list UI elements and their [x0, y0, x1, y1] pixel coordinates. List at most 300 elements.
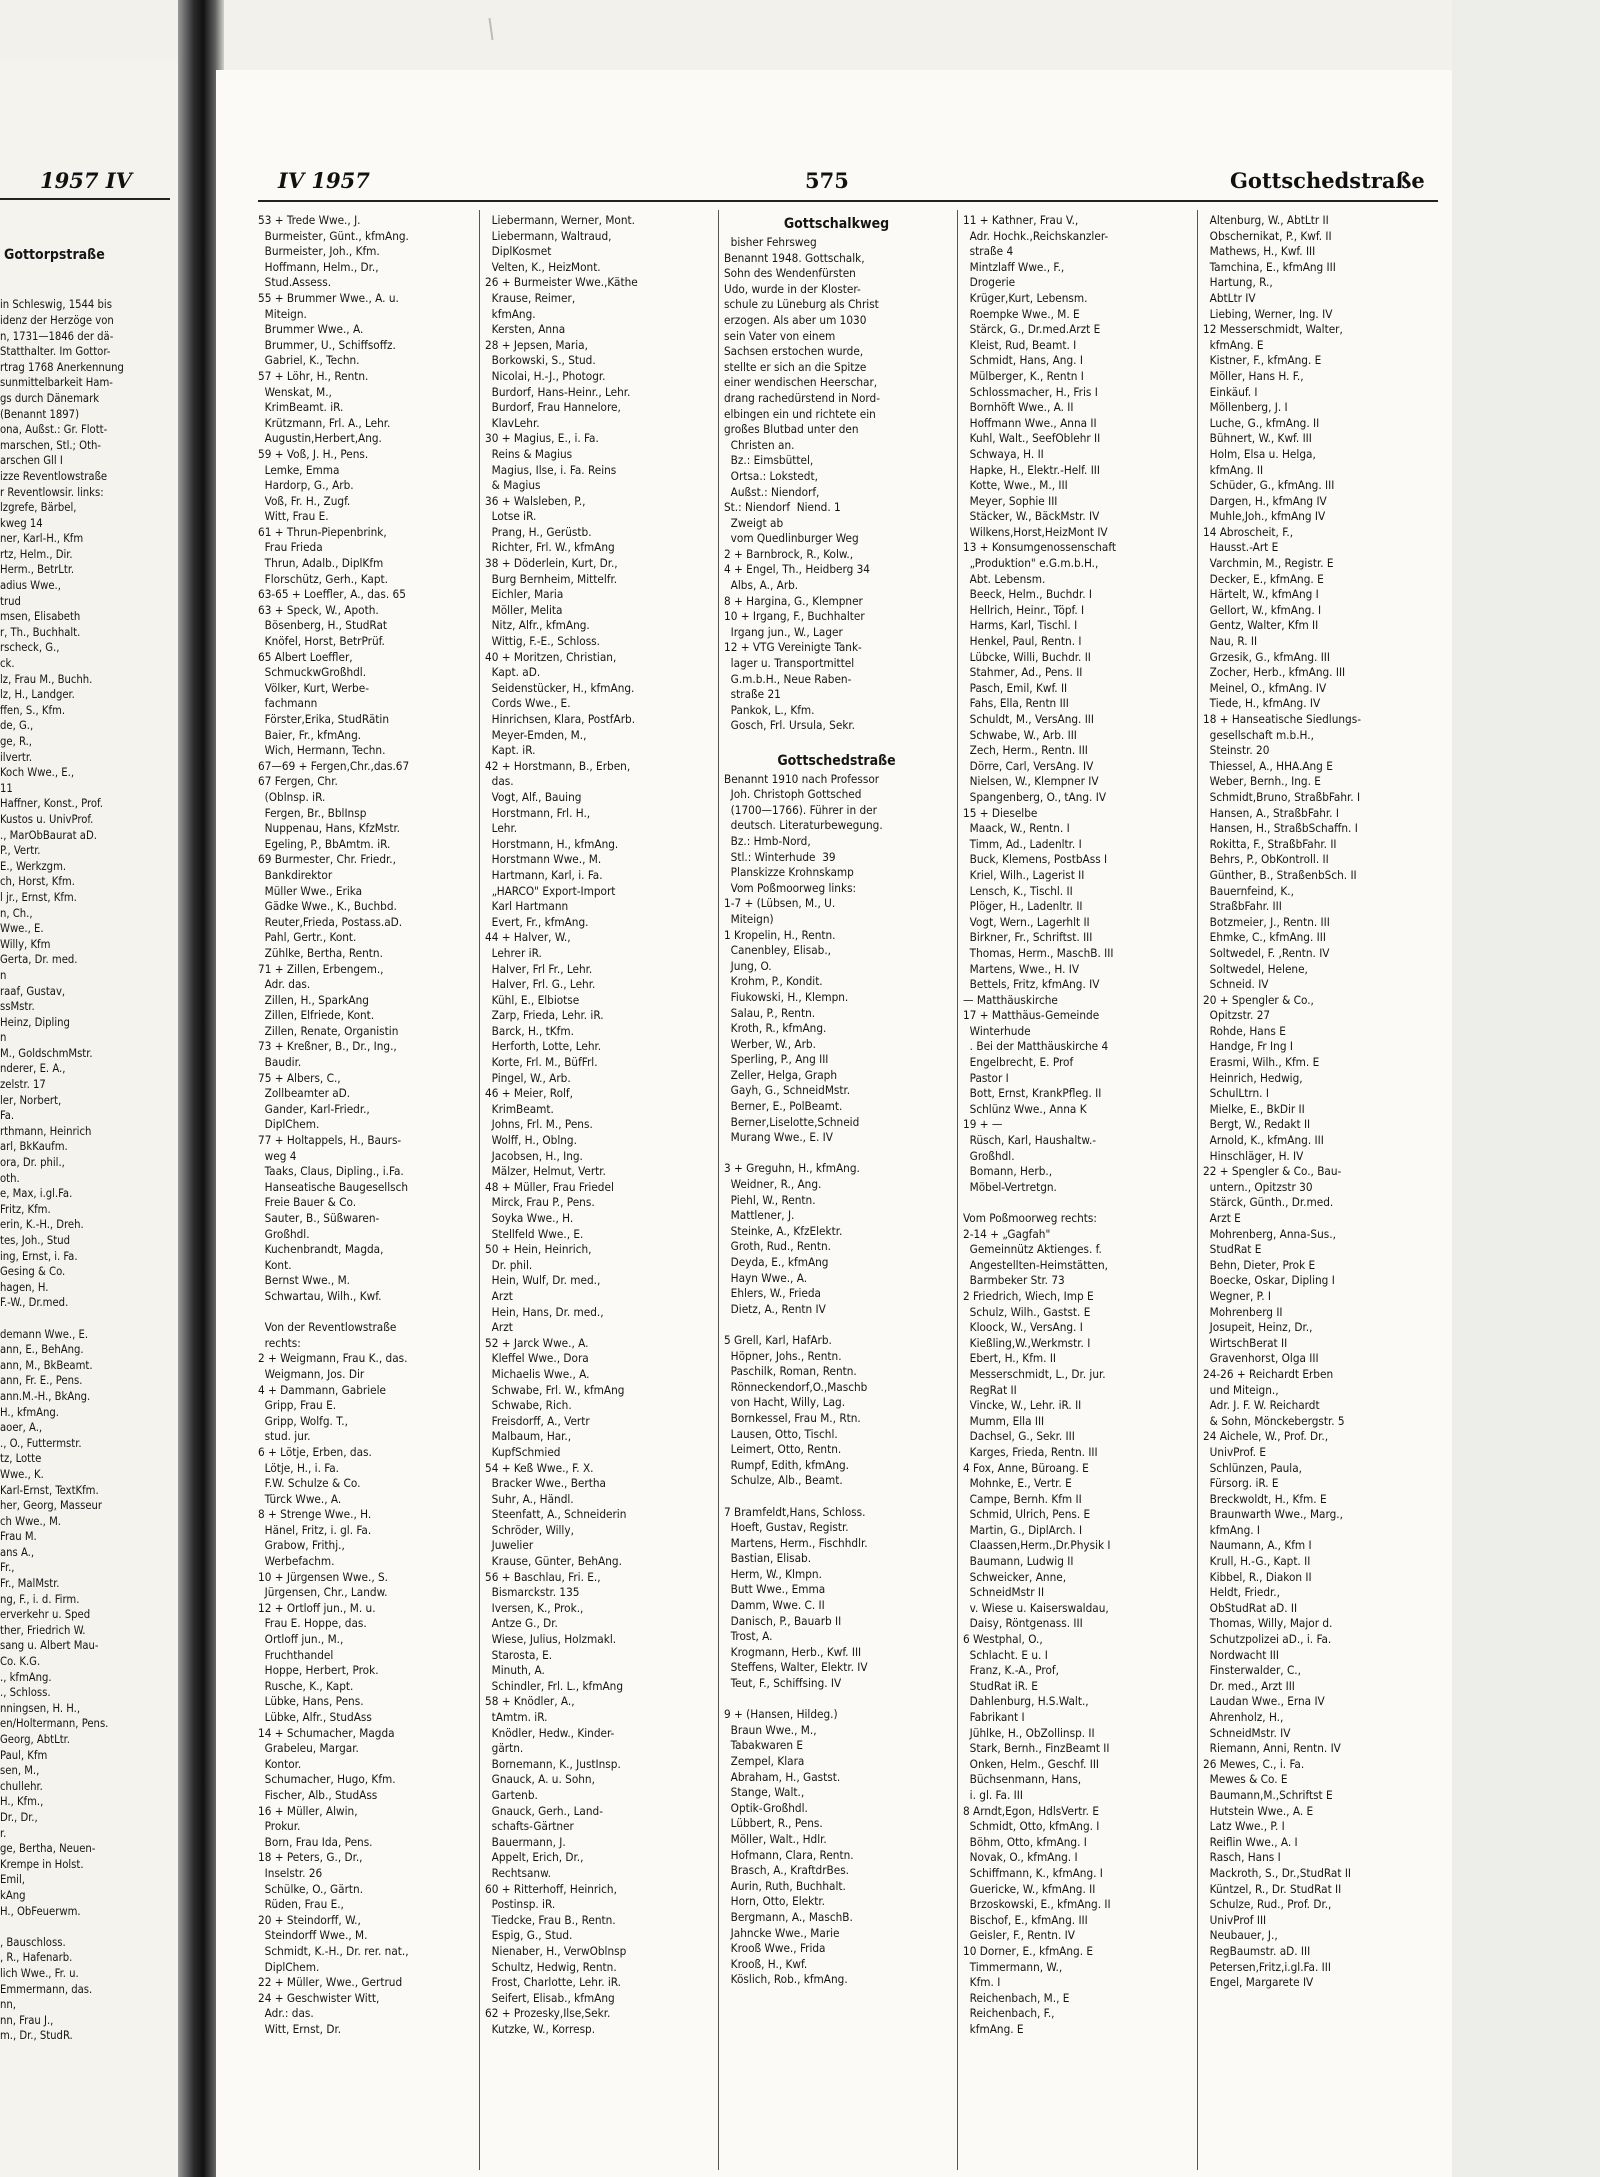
directory-entry-line: Meyer, Sophie III — [963, 493, 1058, 508]
directory-entry-line: Planskizze Krohnskamp — [724, 865, 854, 880]
directory-entry-line: Abt. Lebensm. — [963, 571, 1046, 586]
directory-entry-line: Zühlke, Bertha, Rentn. — [258, 945, 383, 960]
directory-entry-line: Knödler, Hedw., Kinder- — [485, 1725, 615, 1740]
directory-entry-line: Schüder, G., kfmAng. III — [1203, 478, 1335, 493]
directory-entry-line: Schülke, O., Gärtn. — [258, 1881, 364, 1896]
directory-entry-line: RegRat II — [963, 1382, 1017, 1397]
directory-entry-line: Schultz, Hedwig, Rentn. — [485, 1959, 617, 1974]
directory-entry-line: Berner, E., PolBeamt. — [724, 1099, 843, 1114]
directory-entry-line: Fergen, Br., BblInsp — [258, 805, 367, 820]
directory-entry-line: 30 + Magius, E., i. Fa. — [485, 431, 599, 446]
directory-entry-line: 44 + Halver, W., — [485, 930, 571, 945]
directory-entry-line: 46 + Meier, Rolf, — [485, 1086, 573, 1101]
directory-entry-line: ther, Friedrich W. — [0, 1623, 86, 1637]
directory-entry-line: Wich, Hermann, Techn. — [258, 743, 386, 758]
directory-entry-line: Wenskat, M., — [258, 384, 332, 399]
directory-entry-line: Hein, Hans, Dr. med., — [485, 1304, 604, 1319]
directory-entry-line: StudRat E — [1203, 1242, 1262, 1257]
directory-entry-line: Fruchthandel — [258, 1647, 334, 1662]
directory-entry-line: Nuppenau, Hans, KfzMstr. — [258, 821, 401, 836]
directory-entry-line: AbtLtr IV — [1203, 290, 1256, 305]
directory-entry-line: Minuth, A. — [485, 1663, 545, 1678]
directory-entry-line: Rokitta, F., StraßbFahr. II — [1203, 836, 1337, 851]
directory-entry-line: Drogerie — [963, 275, 1016, 290]
directory-entry-line: ObStudRat aD. II — [1203, 1600, 1298, 1615]
directory-entry-line: Liebing, Werner, Ing. IV — [1203, 306, 1333, 321]
directory-entry-line: Hänel, Fritz, i. gl. Fa. — [258, 1522, 372, 1537]
directory-entry-line: Hansen, A., StraßbFahr. I — [1203, 805, 1339, 820]
directory-entry-line: 2 + Weigmann, Frau K., das. — [258, 1351, 408, 1366]
directory-entry-line: i. gl. Fa. III — [963, 1787, 1023, 1802]
directory-entry-line: 1-7 + (Lübsen, M., U. — [724, 896, 836, 911]
directory-entry-line: Fahs, Ella, Rentn III — [963, 696, 1069, 711]
directory-entry-line: lager u. Transportmittel — [724, 656, 855, 671]
directory-entry-line: Emmermann, das. — [0, 1982, 93, 1996]
directory-entry-line: adius Wwe., — [0, 579, 61, 593]
directory-entry-line: Lemke, Emma — [258, 462, 340, 477]
directory-entry-line: Wwe., E. — [0, 922, 44, 936]
directory-entry-line: Bornkessel, Frau M., Rtn. — [724, 1410, 861, 1425]
left-header-rule — [0, 198, 170, 200]
directory-entry-line: lzgrefe, Bärbel, — [0, 501, 77, 515]
directory-entry-line: Schwaya, H. II — [963, 446, 1044, 461]
directory-entry-line: ans A., — [0, 1545, 35, 1559]
directory-entry-line: 71 + Zillen, Erbengem., — [258, 961, 384, 976]
directory-entry-line: DiplChem. — [258, 1959, 320, 1974]
directory-entry-line: Lensch, K., Tischl. II — [963, 883, 1073, 898]
directory-entry-line: Krooß, H., Kwf. — [724, 1956, 808, 1971]
directory-entry-line: Brummer, U., Schiffsoffz. — [258, 337, 396, 352]
directory-entry-line: 2 Friedrich, Wiech, Imp E — [963, 1288, 1094, 1303]
directory-entry-line — [724, 1317, 949, 1333]
directory-entry-line: Korte, Frl. M., BüfFrl. — [485, 1055, 598, 1070]
directory-entry-line: Magius, Ilse, i. Fa. Reins — [485, 462, 617, 477]
directory-entry-line: Schulze, Rud., Prof. Dr., — [1203, 1897, 1332, 1912]
directory-entry-line: Bauermann, J. — [485, 1834, 566, 1849]
directory-entry-line: 2-14 + „Gagfah" — [963, 1226, 1051, 1241]
directory-entry-line: Benannt 1910 nach Professor — [724, 771, 880, 786]
directory-entry-line: Gesing & Co. — [0, 1265, 66, 1279]
directory-entry-line: Winterhude — [963, 1023, 1031, 1038]
directory-entry-line: Burg Bernheim, Mittelfr. — [485, 571, 618, 586]
directory-entry-line: Guericke, W., kfmAng. II — [963, 1881, 1096, 1896]
directory-entry-line: 12 + Ortloff jun., M. u. — [258, 1600, 376, 1615]
directory-entry-line: Hutstein Wwe., A. E — [1203, 1803, 1314, 1818]
directory-entry-line: in Schleswig, 1544 bis — [0, 298, 112, 312]
directory-entry-line: Neubauer, J., — [1203, 1928, 1278, 1943]
directory-entry-line: Kuchenbrandt, Magda, — [258, 1242, 384, 1257]
directory-entry-line: 5 Grell, Karl, HafArb. — [724, 1332, 832, 1347]
directory-entry-line: weg 4 — [258, 1148, 297, 1163]
directory-entry-line: Schindler, Frl. L., kfmAng — [485, 1678, 624, 1693]
directory-entry-line: Beeck, Helm., Buchdr. I — [963, 587, 1092, 602]
directory-entry-line: Schwartau, Wilh., Kwf. — [258, 1288, 382, 1303]
directory-entry-line: de, G., — [0, 719, 34, 733]
directory-entry-line: e, Max, i.gl.Fa. — [0, 1187, 73, 1201]
directory-entry-line: Wittig, F.-E., Schloss. — [485, 634, 600, 649]
directory-entry-line: Von der Reventlowstraße — [258, 1320, 397, 1335]
directory-entry-line: & Sohn, Mönckebergstr. 5 — [1203, 1413, 1345, 1428]
directory-entry-line: Vom Poßmoorweg rechts: — [963, 1211, 1097, 1225]
directory-entry-line: schafts-Gärtner — [485, 1819, 574, 1834]
directory-entry-line: Butt Wwe., Emma — [724, 1582, 826, 1597]
directory-entry-line — [963, 1195, 1188, 1211]
directory-entry-line: Steinke, A., KfzElektr. — [724, 1223, 843, 1238]
directory-entry-line: Kleist, Rud, Beamt. I — [963, 337, 1077, 352]
directory-entry-line: ng, F., i. d. Firm. — [0, 1592, 80, 1606]
directory-entry-line: Tiede, H., kfmAng. IV — [1203, 696, 1321, 711]
directory-entry-line: Gentz, Walter, Kfm II — [1203, 618, 1319, 633]
directory-entry-line: 62 + Prozesky,Ilse,Sekr. — [485, 2006, 611, 2021]
directory-entry-line: Krause, Reimer, — [485, 290, 576, 305]
directory-entry-line: nn, Frau J., — [0, 2013, 54, 2027]
directory-entry-line: deutsch. Literaturbewegung. — [724, 818, 883, 833]
directory-entry-line: 17 + Matthäus-Gemeinde — [963, 1008, 1100, 1023]
directory-entry-line: 11 + Kathner, Frau V., — [963, 213, 1079, 227]
directory-column-5 — [1203, 213, 1428, 1991]
directory-entry-line: Frau E. Hoppe, das. — [258, 1616, 367, 1631]
directory-entry-line: Bornemann, K., JustInsp. — [485, 1756, 621, 1771]
directory-entry-line: Bastian, Elisab. — [724, 1551, 812, 1566]
directory-entry-line: Nau, R. II — [1203, 634, 1258, 649]
directory-entry-line: fachmann — [258, 696, 318, 711]
directory-entry-line: Stärck, Günth., Dr.med. — [1203, 1195, 1334, 1210]
directory-entry-line: UnivProf. E — [1203, 1444, 1266, 1459]
directory-entry-line: ., Schloss. — [0, 1686, 51, 1700]
directory-entry-line: 42 + Horstmann, B., Erben, — [485, 758, 631, 773]
directory-column-2 — [485, 213, 710, 2037]
directory-entry-line: Stl.: Winterhude 39 — [724, 849, 836, 864]
directory-entry-line: Bergmann, A., MaschB. — [724, 1909, 853, 1924]
directory-entry-line: Jung, O. — [724, 958, 772, 973]
directory-entry-line: rtrag 1768 Anerkennung — [0, 360, 124, 374]
directory-entry-line — [724, 1146, 949, 1162]
directory-entry-line: Behn, Dieter, Prok E — [1203, 1257, 1316, 1272]
directory-entry-line: Canenbley, Elisab., — [724, 943, 831, 958]
directory-entry-line: 16 + Müller, Alwin, — [258, 1803, 358, 1818]
directory-entry-line: Lehrer iR. — [485, 945, 542, 960]
directory-entry-line: rtz, Helm., Dir. — [0, 547, 73, 561]
directory-entry-line: sen, M., — [0, 1764, 40, 1778]
directory-entry-line: Optik-Großhdl. — [724, 1800, 808, 1815]
directory-entry-line: Deyda, E., kfmAng — [724, 1255, 829, 1269]
directory-entry-line: hagen, H. — [0, 1280, 49, 1294]
directory-entry-line: Tabakwaren E — [724, 1738, 804, 1753]
directory-entry-line: Schlünz Wwe., Anna K — [963, 1101, 1087, 1116]
directory-entry-line: F.W. Schulze & Co. — [258, 1476, 361, 1491]
directory-entry-line: Engel, Margarete IV — [1203, 1975, 1314, 1990]
directory-entry-line: Vogt, Wern., Lagerhlt II — [963, 914, 1090, 929]
directory-entry-line: rechts: — [258, 1335, 301, 1350]
directory-entry-line: (Benannt 1897) — [0, 407, 80, 421]
directory-entry-line: Miteign) — [724, 911, 774, 926]
directory-entry-line: kfmAng. — [485, 306, 536, 321]
directory-entry-line: ., MarObBaurat aD. — [0, 828, 97, 842]
directory-entry-line: rscheck, G., — [0, 641, 60, 655]
directory-entry-line: Henkel, Paul, Rentn. I — [963, 634, 1082, 649]
directory-entry-line: Heinrich, Hedwig, — [1203, 1070, 1303, 1085]
directory-entry-line: Miteign. — [258, 306, 307, 321]
directory-entry-line: Adr. Hochk.,Reichskanzler- — [963, 228, 1109, 243]
directory-entry-line: Reichenbach, F., — [963, 2006, 1055, 2021]
directory-entry-line: Außst.: Niendorf, — [724, 484, 820, 499]
page-header-street: Gottschedstraße — [1230, 168, 1425, 193]
directory-entry-line: 4 Fox, Anne, Büroang. E — [963, 1460, 1089, 1475]
directory-entry-line: Hansen, H., StraßbSchaffn. I — [1203, 821, 1358, 836]
directory-entry-line: — Matthäuskirche — [963, 992, 1058, 1007]
directory-entry-line: Bankdirektor — [258, 867, 333, 882]
directory-entry-line: Brasch, A., KraftdrBes. — [724, 1863, 850, 1878]
column-divider-2 — [718, 210, 719, 2170]
directory-entry-line: Michaelis Wwe., A. — [485, 1366, 590, 1381]
directory-entry-line: m., Dr., StudR. — [0, 2029, 73, 2043]
directory-entry-line: Erasmi, Wilh., Kfm. E — [1203, 1055, 1320, 1070]
directory-entry-line: Krempe in Holst. — [0, 1857, 84, 1871]
directory-entry-line: Meinel, O., kfmAng. IV — [1203, 680, 1327, 695]
directory-entry-line: Voß, Fr. H., Zugf. — [258, 493, 351, 508]
directory-entry-line: Johns, Frl. M., Pens. — [485, 1117, 593, 1132]
directory-entry-line: Kustos u. UnivProf. — [0, 812, 94, 826]
directory-entry-line: (Oblnsp. iR. — [258, 789, 326, 804]
directory-entry-line: her, Georg, Masseur — [0, 1499, 103, 1513]
directory-entry-line: ner, Karl-H., Kfm — [0, 532, 84, 546]
directory-entry-line: Ahrenholz, H., — [1203, 1710, 1284, 1724]
directory-entry-line: kfmAng. E — [963, 2021, 1024, 2036]
directory-entry-line: Knöfel, Horst, BetrPrüf. — [258, 634, 385, 649]
directory-entry-line: Mumm, Ella III — [963, 1413, 1045, 1428]
directory-entry-line: Espig, G., Stud. — [485, 1928, 573, 1943]
directory-entry-line: drang rachedürstend in Nord- — [724, 390, 881, 405]
directory-entry-line: Finsterwalder, C., — [1203, 1663, 1301, 1678]
directory-entry-line: Engelbrecht, E. Prof — [963, 1055, 1074, 1070]
directory-entry-line: Schneid. IV — [1203, 977, 1269, 992]
directory-entry-line: Möller, Walt., Hdlr. — [724, 1831, 827, 1846]
directory-entry-line: Bettels, Fritz, kfmAng. IV — [963, 977, 1100, 992]
directory-entry-line: r Reventlowsir. links: — [0, 485, 104, 499]
directory-entry-line: Kotte, Wwe., M., III — [963, 478, 1068, 493]
directory-entry-line: Dahlenburg, H.S.Walt., — [963, 1694, 1089, 1709]
directory-entry-line: n, Ch., — [0, 906, 33, 920]
directory-entry-line: ssMstr. — [0, 1000, 35, 1014]
directory-entry-line: Kuhl, Walt., SeefOblehr II — [963, 431, 1101, 446]
directory-entry-line: Emil, — [0, 1873, 25, 1887]
directory-entry-line: Weidner, R., Ang. — [724, 1177, 822, 1192]
directory-entry-line: Schumacher, Hugo, Kfm. — [258, 1772, 396, 1787]
directory-entry-line: Obschernikat, P., Kwf. II — [1203, 228, 1332, 243]
directory-entry-line: StudRat iR. E — [963, 1678, 1038, 1693]
directory-entry-line: & Magius — [485, 478, 541, 493]
directory-entry-line: Murang Wwe., E. IV — [724, 1130, 833, 1145]
directory-entry-line: Seidenstücker, H., kfmAng. — [485, 680, 635, 695]
directory-entry-line: Koch Wwe., E., — [0, 766, 75, 780]
directory-entry-line: Mohrenberg II — [1203, 1304, 1283, 1319]
directory-entry-line: n — [0, 968, 7, 982]
directory-entry-line: 69 Burmester, Chr. Friedr., — [258, 852, 396, 867]
directory-entry-line: Benannt 1948. Gottschalk, — [724, 250, 865, 265]
directory-entry-line: Grabeleu, Margar. — [258, 1741, 359, 1756]
directory-entry-line: Willy, Kfm — [0, 937, 51, 951]
directory-entry-line: Werber, W., Arb. — [724, 1036, 816, 1051]
directory-entry-line: Gripp, Wolfg. T., — [258, 1413, 348, 1428]
directory-entry-line: 40 + Moritzen, Christian, — [485, 649, 617, 664]
directory-entry-line: Gnauck, Gerh., Land- — [485, 1803, 603, 1818]
directory-entry-line: Fa. — [0, 1109, 15, 1123]
directory-entry-line: 8 + Strenge Wwe., H. — [258, 1507, 372, 1522]
directory-entry-line: Juwelier — [485, 1538, 534, 1553]
directory-entry-line: 6 + Lötje, Erben, das. — [258, 1444, 372, 1459]
directory-entry-line: Braun Wwe., M., — [724, 1722, 817, 1737]
directory-entry-line: Heldt, Friedr., — [1203, 1585, 1280, 1600]
directory-entry-line: Sauter, B., Süßwaren- — [258, 1211, 380, 1225]
directory-entry-line: stellte er sich an die Spitze — [724, 359, 867, 374]
directory-entry-line: Schiffmann, K., kfmAng. I — [963, 1865, 1103, 1880]
directory-entry-line: Thiessel, A., HHA.Ang E — [1203, 758, 1333, 773]
directory-entry-line: Geisler, F., Rentn. IV — [963, 1928, 1075, 1943]
directory-entry-line: Augustin,Herbert,Ang. — [258, 431, 382, 446]
directory-entry-line: Mattlener, J. — [724, 1208, 795, 1223]
directory-entry-line: Stäcker, W., BäckMstr. IV — [963, 509, 1100, 524]
directory-entry-line: Tamchina, E., kfmAng III — [1203, 259, 1336, 274]
directory-entry-line: Schmidt, Hans, Ang. I — [963, 353, 1083, 368]
directory-entry-line: 24 + Geschwister Witt, — [258, 1990, 380, 2005]
directory-entry-line: ann.M.-H., BkAng. — [0, 1389, 91, 1403]
directory-entry-line: ann, E., BehAng. — [0, 1343, 84, 1357]
directory-entry-line: 11 — [0, 781, 13, 795]
directory-entry-line: Kersten, Anna — [485, 322, 566, 337]
directory-entry-line: Varchmin, M., Registr. E — [1203, 556, 1334, 571]
directory-entry-line: Holm, Elsa u. Helga, — [1203, 446, 1316, 461]
directory-entry-line: raaf, Gustav, — [0, 984, 66, 998]
directory-entry-line: Bornhöft Wwe., A. II — [963, 400, 1074, 415]
directory-entry-line: tAmtm. iR. — [485, 1710, 548, 1724]
directory-entry-line: Sachsen erstochen wurde, — [724, 344, 864, 359]
directory-entry-line: Küntzel, R., Dr. StudRat II — [1203, 1881, 1342, 1896]
directory-entry-line: ora, Dr. phil., — [0, 1156, 65, 1170]
directory-entry-line: Reins & Magius — [485, 446, 573, 461]
directory-entry-line: Gellort, W., kfmAng. I — [1203, 602, 1322, 617]
directory-entry-line: Malbaum, Har., — [485, 1429, 572, 1444]
column-divider-4 — [1197, 210, 1198, 2170]
directory-entry-line: Bz.: Hmb-Nord, — [724, 833, 811, 848]
directory-entry-line: Rechtsanw. — [485, 1865, 551, 1880]
directory-entry-line: Arzt — [485, 1320, 513, 1335]
directory-entry-line: Jahncke Wwe., Marie — [724, 1925, 840, 1940]
directory-entry-line: Schlossmacher, H., Fris I — [963, 384, 1098, 399]
directory-entry-line: 77 + Holtappels, H., Baurs- — [258, 1133, 402, 1148]
directory-entry-line: Mülberger, K., Rentn I — [963, 368, 1084, 383]
directory-entry-line: Kapt. aD. — [485, 665, 541, 680]
directory-entry-line: Reiflin Wwe., A. I — [1203, 1834, 1298, 1849]
directory-entry-line: Krützmann, Frl. A., Lehr. — [258, 415, 391, 430]
directory-entry-line: 57 + Löhr, H., Rentn. — [258, 368, 369, 383]
directory-entry-line: Barck, H., tKfm. — [485, 1023, 574, 1038]
directory-entry-line: Rumpf, Edith, kfmAng. — [724, 1457, 850, 1472]
directory-entry-line: erzogen. Als aber um 1030 — [724, 312, 867, 327]
directory-entry-line: Paul, Kfm — [0, 1748, 48, 1762]
directory-entry-line: Völker, Kurt, Werbe- — [258, 680, 369, 695]
directory-entry-line: Albs, A., Arb. — [724, 578, 799, 593]
directory-entry-line: Fiukowski, H., Klempn. — [724, 989, 849, 1004]
directory-entry-line: ann, M., BkBeamt. — [0, 1358, 93, 1372]
directory-entry-line: Seifert, Elisab., kfmAng — [485, 1990, 615, 2005]
directory-entry-line: H., Kfm., — [0, 1795, 44, 1809]
directory-entry-line: Fürsorg. iR. E — [1203, 1476, 1279, 1491]
directory-entry-line: SchmuckwGroßhdl. — [258, 665, 367, 680]
directory-entry-line: Werbefachm. — [258, 1554, 335, 1569]
directory-entry-line: Gravenhorst, Olga III — [1203, 1351, 1319, 1366]
directory-entry-line: Gosch, Frl. Ursula, Sekr. — [724, 718, 856, 733]
directory-entry-line: Gabriel, K., Techn. — [258, 353, 360, 368]
directory-entry-line: vom Quedlinburger Weg — [724, 531, 859, 546]
directory-entry-line: Opitzstr. 27 — [1203, 1008, 1271, 1023]
directory-entry-line: msen, Elisabeth — [0, 610, 81, 624]
street-heading: Gottschedstraße — [777, 752, 896, 769]
directory-entry-line: Lehr. — [485, 821, 518, 836]
directory-entry-line: Schröder, Willy, — [485, 1522, 574, 1537]
directory-entry-line: Dr., Dr., — [0, 1810, 38, 1824]
directory-entry-line: Krohm, P., Kondit. — [724, 974, 823, 989]
directory-entry-line: ., O., Futtermstr. — [0, 1436, 82, 1450]
directory-entry-line: Krogmann, Herb., Kwf. III — [724, 1644, 862, 1659]
directory-entry-line: kAng — [0, 1888, 26, 1902]
directory-entry-line: Schweicker, Anne, — [963, 1569, 1067, 1584]
directory-entry-line: Stahmer, Ad., Pens. II — [963, 665, 1083, 680]
directory-entry-line: Wilkens,Horst,HeizMont IV — [963, 524, 1108, 539]
directory-entry-line: 61 + Thrun-Piepenbrink, — [258, 524, 387, 539]
directory-entry-line: Borkowski, S., Stud. — [485, 353, 596, 368]
directory-entry-line: 1 Kropelin, H., Rentn. — [724, 927, 836, 942]
directory-entry-line: Starosta, E. — [485, 1647, 553, 1662]
directory-entry-line: n, 1731—1846 der dä- — [0, 329, 114, 343]
directory-entry-line: Josupeit, Heinz, Dr., — [1203, 1320, 1313, 1335]
directory-entry-line: Schlünzen, Paula, — [1203, 1460, 1303, 1475]
directory-entry-line: Onken, Helm., Geschf. III — [963, 1756, 1100, 1771]
directory-entry-line: Reuter,Frieda, Postass.aD. — [258, 914, 403, 929]
directory-entry-line: Georg, AbtLtr. — [0, 1733, 70, 1746]
directory-entry-line: Gartenb. — [485, 1787, 538, 1802]
directory-entry-line: Arzt E — [1203, 1211, 1241, 1225]
directory-entry-line: Zollbeamter aD. — [258, 1086, 351, 1101]
directory-entry-line: Hofmann, Clara, Rentn. — [724, 1847, 854, 1862]
directory-entry-line: 28 + Jepsen, Maria, — [485, 337, 588, 352]
directory-entry-line: Förster,Erika, StudRätin — [258, 712, 390, 726]
directory-entry-line: Bernst Wwe., M. — [258, 1273, 350, 1288]
directory-entry-line: Thomas, Willy, Major d. — [1203, 1616, 1333, 1631]
directory-entry-line: 7 Bramfeldt,Hans, Schloss. — [724, 1504, 866, 1519]
directory-entry-line: Burdorf, Hans-Heinr., Lehr. — [485, 384, 631, 399]
directory-entry-line: Stark, Bernh., FinzBeamt II — [963, 1741, 1110, 1756]
directory-entry-line: Ebert, H., Kfm. II — [963, 1351, 1057, 1366]
directory-entry-line: Stange, Walt., — [724, 1785, 805, 1800]
directory-entry-line: , Bauschloss. — [0, 1935, 66, 1949]
directory-entry-line: Hinschläger, H. IV — [1203, 1148, 1304, 1163]
directory-entry-line: Hausst.-Art E — [1203, 540, 1279, 555]
directory-entry-line: Kießling,W.,Werkmstr. I — [963, 1335, 1091, 1350]
directory-entry-line: Höpner, Johs., Rentn. — [724, 1348, 842, 1363]
directory-entry-line: lz, H., Landger. — [0, 688, 75, 702]
directory-entry-line: St.: Niendorf Niend. 1 — [724, 500, 841, 515]
directory-entry-line: stud. jur. — [258, 1429, 311, 1444]
right-page-header-left: IV 1957 — [278, 168, 370, 193]
directory-entry-line: 67—69 + Fergen,Chr.,das.67 — [258, 758, 410, 773]
directory-entry-line: 65 Albert Loeffler, — [258, 649, 353, 664]
directory-entry-line: Möllenberg, J. I — [1203, 400, 1288, 415]
directory-entry-line: n — [0, 1031, 7, 1045]
directory-entry-line: Aurin, Ruth, Buchhalt. — [724, 1878, 846, 1893]
directory-entry-line: Messerschmidt, L., Dr. jur. — [963, 1366, 1106, 1381]
directory-entry-line: Roempke Wwe., M. E — [963, 306, 1080, 321]
directory-entry-line: von Hacht, Willy, Lag. — [724, 1395, 846, 1410]
